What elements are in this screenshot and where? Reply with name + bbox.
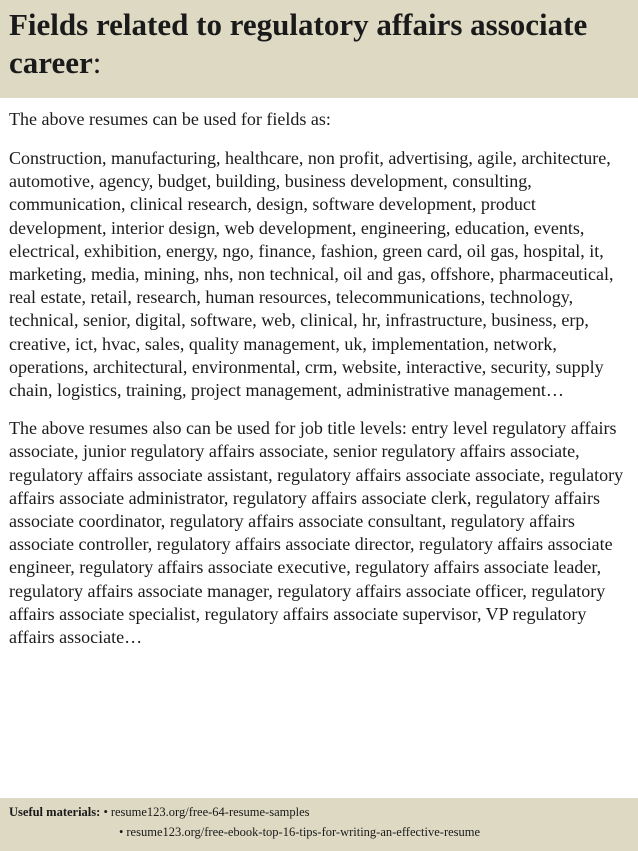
resume-samples-link[interactable]: resume123.org/free-64-resume-samples xyxy=(110,805,310,819)
job-levels-paragraph: The above resumes also can be used for job title levels: entry level regulatory affairs associate, junior regulatory affairs associate, senior regulatory affairs associate, regulatory affairs associate assistant, regulatory affairs associate associate, regulatory affairs associate administrator, regulatory affairs associate clerk, regulatory affairs associate coordinator, regulatory affairs associate consultant, regulatory affairs associate controller, regulatory affairs associate director, regulatory affairs associate engineer, regulatory affairs associate executive, regulatory affairs associate leader, regulatory affairs associate manager, regulatory affairs associate officer, regulatory affairs associate specialist, regulatory affairs associate supervisor, VP regulatory affairs associate… xyxy=(9,418,624,648)
main-content xyxy=(9,108,631,796)
fields-intro: The above resumes can be used for fields as: xyxy=(9,109,331,129)
useful-materials-label-text: Useful materials xyxy=(9,805,97,819)
useful-materials-footer xyxy=(0,798,638,851)
bullet-icon: • xyxy=(119,825,124,839)
fields-list: Construction, manufacturing, healthcare, non profit, advertising, agile, architecture, automotive, agency, budget, building, business development, consulting, communication, clinical research, design, software development, product development, interior design, web development, engineering, education, events, electrical, exhibition, energy, ngo, finance, fashion, green card, oil gas, hospital, it, marketing, media, mining, nhs, non technical, oil and gas, offshore, pharmaceutical, real estate, retail, research, human resources, telecommunications, technology, technical, senior, digital, software, web, clinical, hr, infrastructure, business, erp, creative, ict, hvac, sales, quality management, uk, implementation, network, operations, architectural, environmental, crm, website, interactive, security, supply chain, logistics, training, project management, administrative management… xyxy=(9,148,614,401)
page-title-text: Fields related to regulatory affairs associate career xyxy=(9,7,588,80)
page-title-colon: : xyxy=(92,45,102,80)
useful-materials-label xyxy=(9,805,100,819)
page-title xyxy=(9,6,634,82)
bullet-icon: • xyxy=(103,805,108,819)
useful-materials-label-colon: : xyxy=(96,805,101,819)
title-banner xyxy=(0,0,638,98)
useful-materials-row-1 xyxy=(9,804,310,821)
useful-materials-row-2 xyxy=(119,824,480,841)
ebook-tips-link[interactable]: resume123.org/free-ebook-top-16-tips-for-writing-an-effective-resume xyxy=(126,825,481,839)
